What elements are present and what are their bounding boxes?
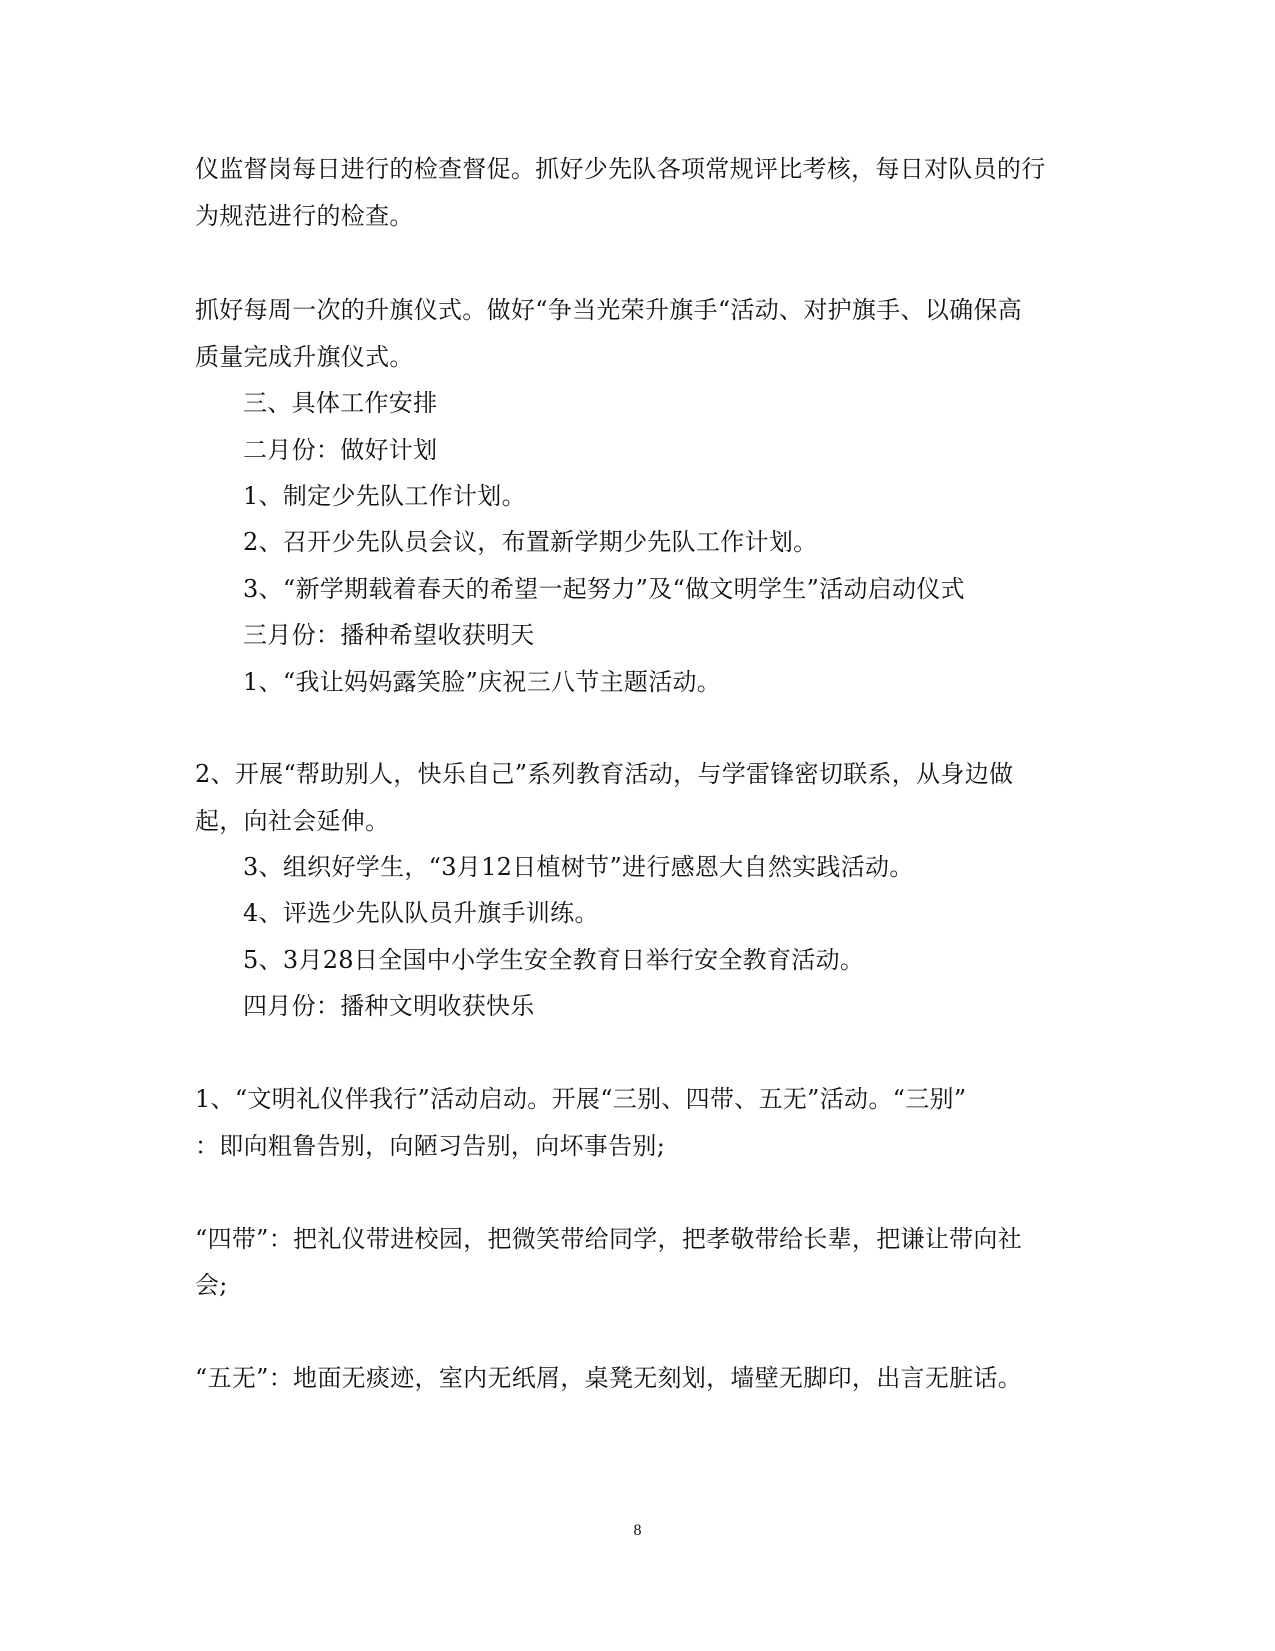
text-line: “五无”：地面无痰迹，室内无纸屑，桌凳无刻划，墙壁无脚印，出言无脏话。 (195, 1364, 1023, 1392)
text-line: “四带”：把礼仪带进校园，把微笑带给同学，把孝敬带给长辈，把谦让带向社 (195, 1225, 1023, 1253)
text-line: 质量完成升旗仪式。 (195, 343, 414, 371)
list-item: 4、评选少先队队员升旗手训练。 (243, 899, 599, 927)
section-heading: 三、具体工作安排 (243, 389, 438, 417)
text-line: 为规范进行的检查。 (195, 202, 414, 230)
text-line: 1、“文明礼仪伴我行”活动启动。开展“三别、四带、五无”活动。“三别” (195, 1085, 967, 1113)
list-item: 3、“新学期载着春天的希望一起努力”及“做文明学生”活动启动仪式 (243, 575, 965, 603)
month-heading: 二月份：做好计划 (243, 436, 438, 464)
text-line: 起，向社会延伸。 (195, 807, 390, 835)
text-line: 抓好每周一次的升旗仪式。做好“争当光荣升旗手“活动、对护旗手、以确保高 (195, 296, 1023, 324)
text-line: 2、开展“帮助别人，快乐自己”系列教育活动，与学雷锋密切联系，从身边做 (195, 760, 1014, 788)
page-number: 8 (633, 1522, 642, 1539)
list-item: 5、3月28日全国中小学生安全教育日举行安全教育活动。 (243, 946, 865, 974)
list-item: 1、“我让妈妈露笑脸”庆祝三八节主题活动。 (243, 668, 722, 696)
month-heading: 三月份：播种希望收获明天 (243, 621, 535, 649)
list-item: 1、制定少先队工作计划。 (243, 482, 526, 510)
month-heading: 四月份：播种文明收获快乐 (243, 992, 535, 1020)
text-line: ：即向粗鲁告别，向陋习告别，向坏事告别; (195, 1132, 666, 1160)
text-line: 会; (195, 1271, 228, 1299)
list-item: 2、召开少先队员会议，布置新学期少先队工作计划。 (243, 528, 818, 556)
list-item: 3、组织好学生，“3月12日植树节”进行感恩大自然实践活动。 (243, 853, 914, 881)
text-line: 仪监督岗每日进行的检查督促。抓好少先队各项常规评比考核，每日对队员的行 (195, 155, 1046, 183)
